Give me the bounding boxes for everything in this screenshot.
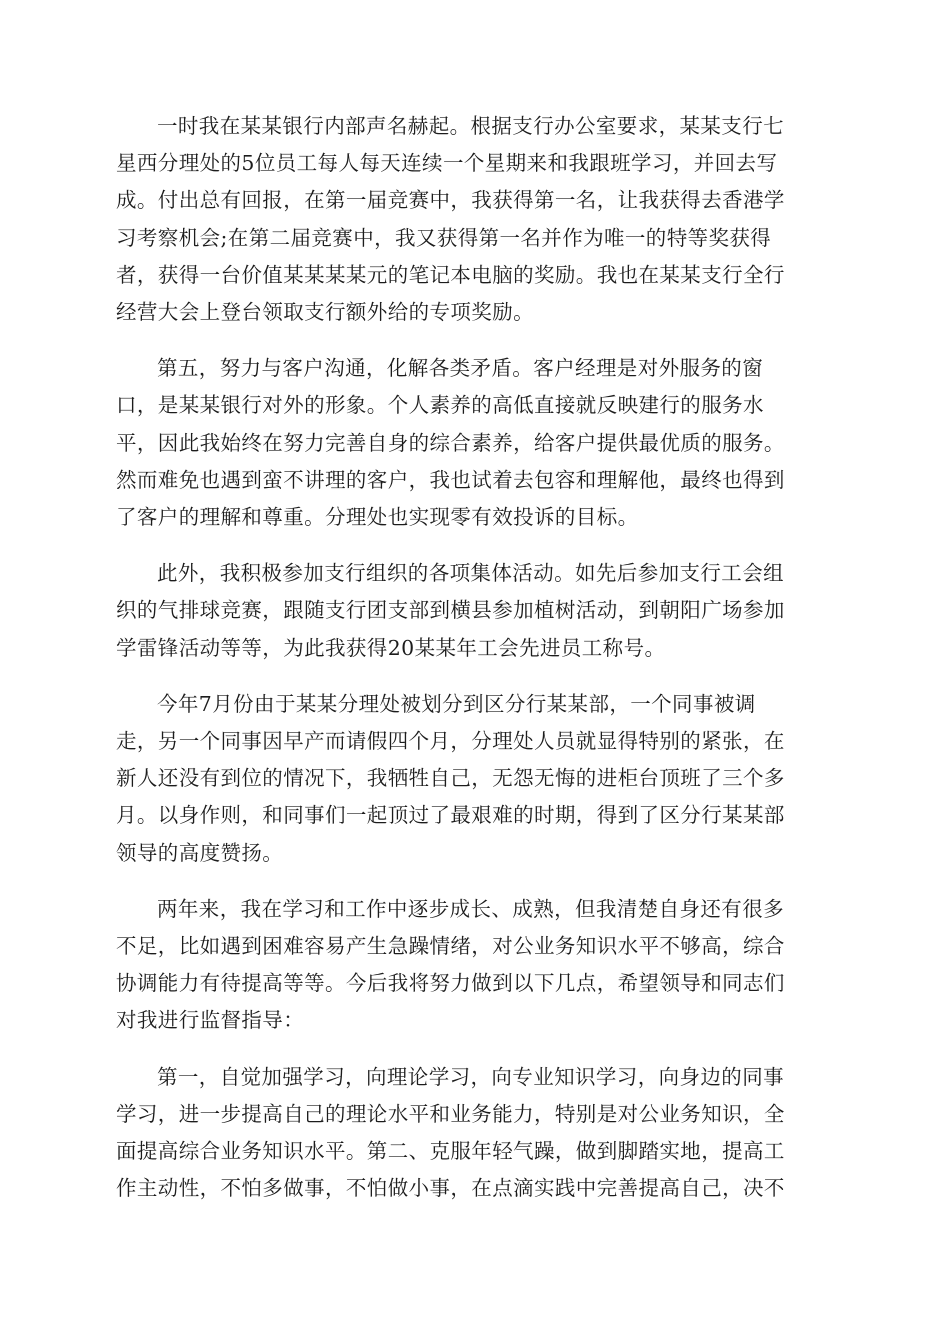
paragraph-line: 星西分理处的5位员工每人每天连续一个星期来和我跟班学习，并回去写 xyxy=(116,151,778,176)
paragraph-line: 者，获得一台价值某某某某元的笔记本电脑的奖励。我也在某某支行全行 xyxy=(116,262,785,287)
paragraph-4 xyxy=(116,686,836,872)
paragraph-line: 平，因此我始终在努力完善自身的综合素养，给客户提供最优质的服务。 xyxy=(116,430,785,455)
paragraph-line: 走，另一个同事因早产而请假四个月，分理处人员就显得特别的紧张，在 xyxy=(116,729,785,754)
paragraph-line: 新人还没有到位的情况下，我牺牲自己，无怨无悔的进柜台顶班了三个多 xyxy=(116,766,785,791)
paragraph-5 xyxy=(116,891,836,1040)
paragraph-line: 学雷锋活动等等，为此我获得20某某年工会先进员工称号。 xyxy=(116,635,666,660)
paragraph-line: 对我进行监督指导： xyxy=(116,1008,305,1033)
paragraph-line: 第一，自觉加强学习，向理论学习，向专业知识学习，向身边的同事 xyxy=(157,1064,784,1089)
paragraph-line: 作主动性，不怕多做事，不怕做小事，在点滴实践中完善提高自己，决不 xyxy=(116,1176,785,1201)
paragraph-line: 了客户的理解和尊重。分理处也实现零有效投诉的目标。 xyxy=(116,505,639,530)
paragraph-3 xyxy=(116,555,836,667)
paragraph-line: 不足，比如遇到困难容易产生急躁情绪，对公业务知识水平不够高，综合 xyxy=(116,934,785,959)
paragraph-line: 月。以身作则，和同事们一起顶过了最艰难的时期，得到了区分行某某部 xyxy=(116,803,785,828)
paragraph-line: 然而难免也遇到蛮不讲理的客户，我也试着去包容和理解他，最终也得到 xyxy=(116,467,785,492)
paragraph-line: 口，是某某银行对外的形象。个人素养的高低直接就反映建行的服务水 xyxy=(116,393,764,418)
paragraph-line: 织的气排球竞赛，跟随支行团支部到横县参加植树活动，到朝阳广场参加 xyxy=(116,598,785,623)
paragraph-line: 此外，我积极参加支行组织的各项集体活动。如先后参加支行工会组 xyxy=(157,561,784,586)
paragraph-line: 领导的高度赞扬。 xyxy=(116,840,284,865)
paragraph-line: 两年来，我在学习和工作中逐步成长、成熟，但我清楚自身还有很多 xyxy=(157,896,784,921)
paragraph-line: 习考察机会;在第二届竞赛中，我又获得第一名并作为唯一的特等奖获得 xyxy=(116,225,772,250)
paragraph-line: 今年7月份由于某某分理处被划分到区分行某某部，一个同事被调 xyxy=(157,691,756,716)
paragraph-2 xyxy=(116,350,836,536)
paragraph-line: 第五，努力与客户沟通，化解各类矛盾。客户经理是对外服务的窗 xyxy=(157,356,764,381)
paragraph-line: 一时我在某某银行内部声名赫起。根据支行办公室要求，某某支行七 xyxy=(157,114,784,138)
paragraph-1 xyxy=(116,108,836,331)
paragraph-line: 协调能力有待提高等等。今后我将努力做到以下几点，希望领导和同志们 xyxy=(116,971,785,996)
paragraph-line: 面提高综合业务知识水平。第二、克服年轻气躁，做到脚踏实地，提高工 xyxy=(116,1139,785,1164)
paragraph-line: 学习，进一步提高自己的理论水平和业务能力，特别是对公业务知识，全 xyxy=(116,1101,785,1126)
paragraph-line: 经营大会上登台领取支行额外给的专项奖励。 xyxy=(116,300,534,325)
paragraph-6 xyxy=(116,1059,836,1208)
document-body xyxy=(116,108,836,1226)
paragraph-line: 成。付出总有回报，在第一届竞赛中，我获得第一名，让我获得去香港学 xyxy=(116,188,785,213)
